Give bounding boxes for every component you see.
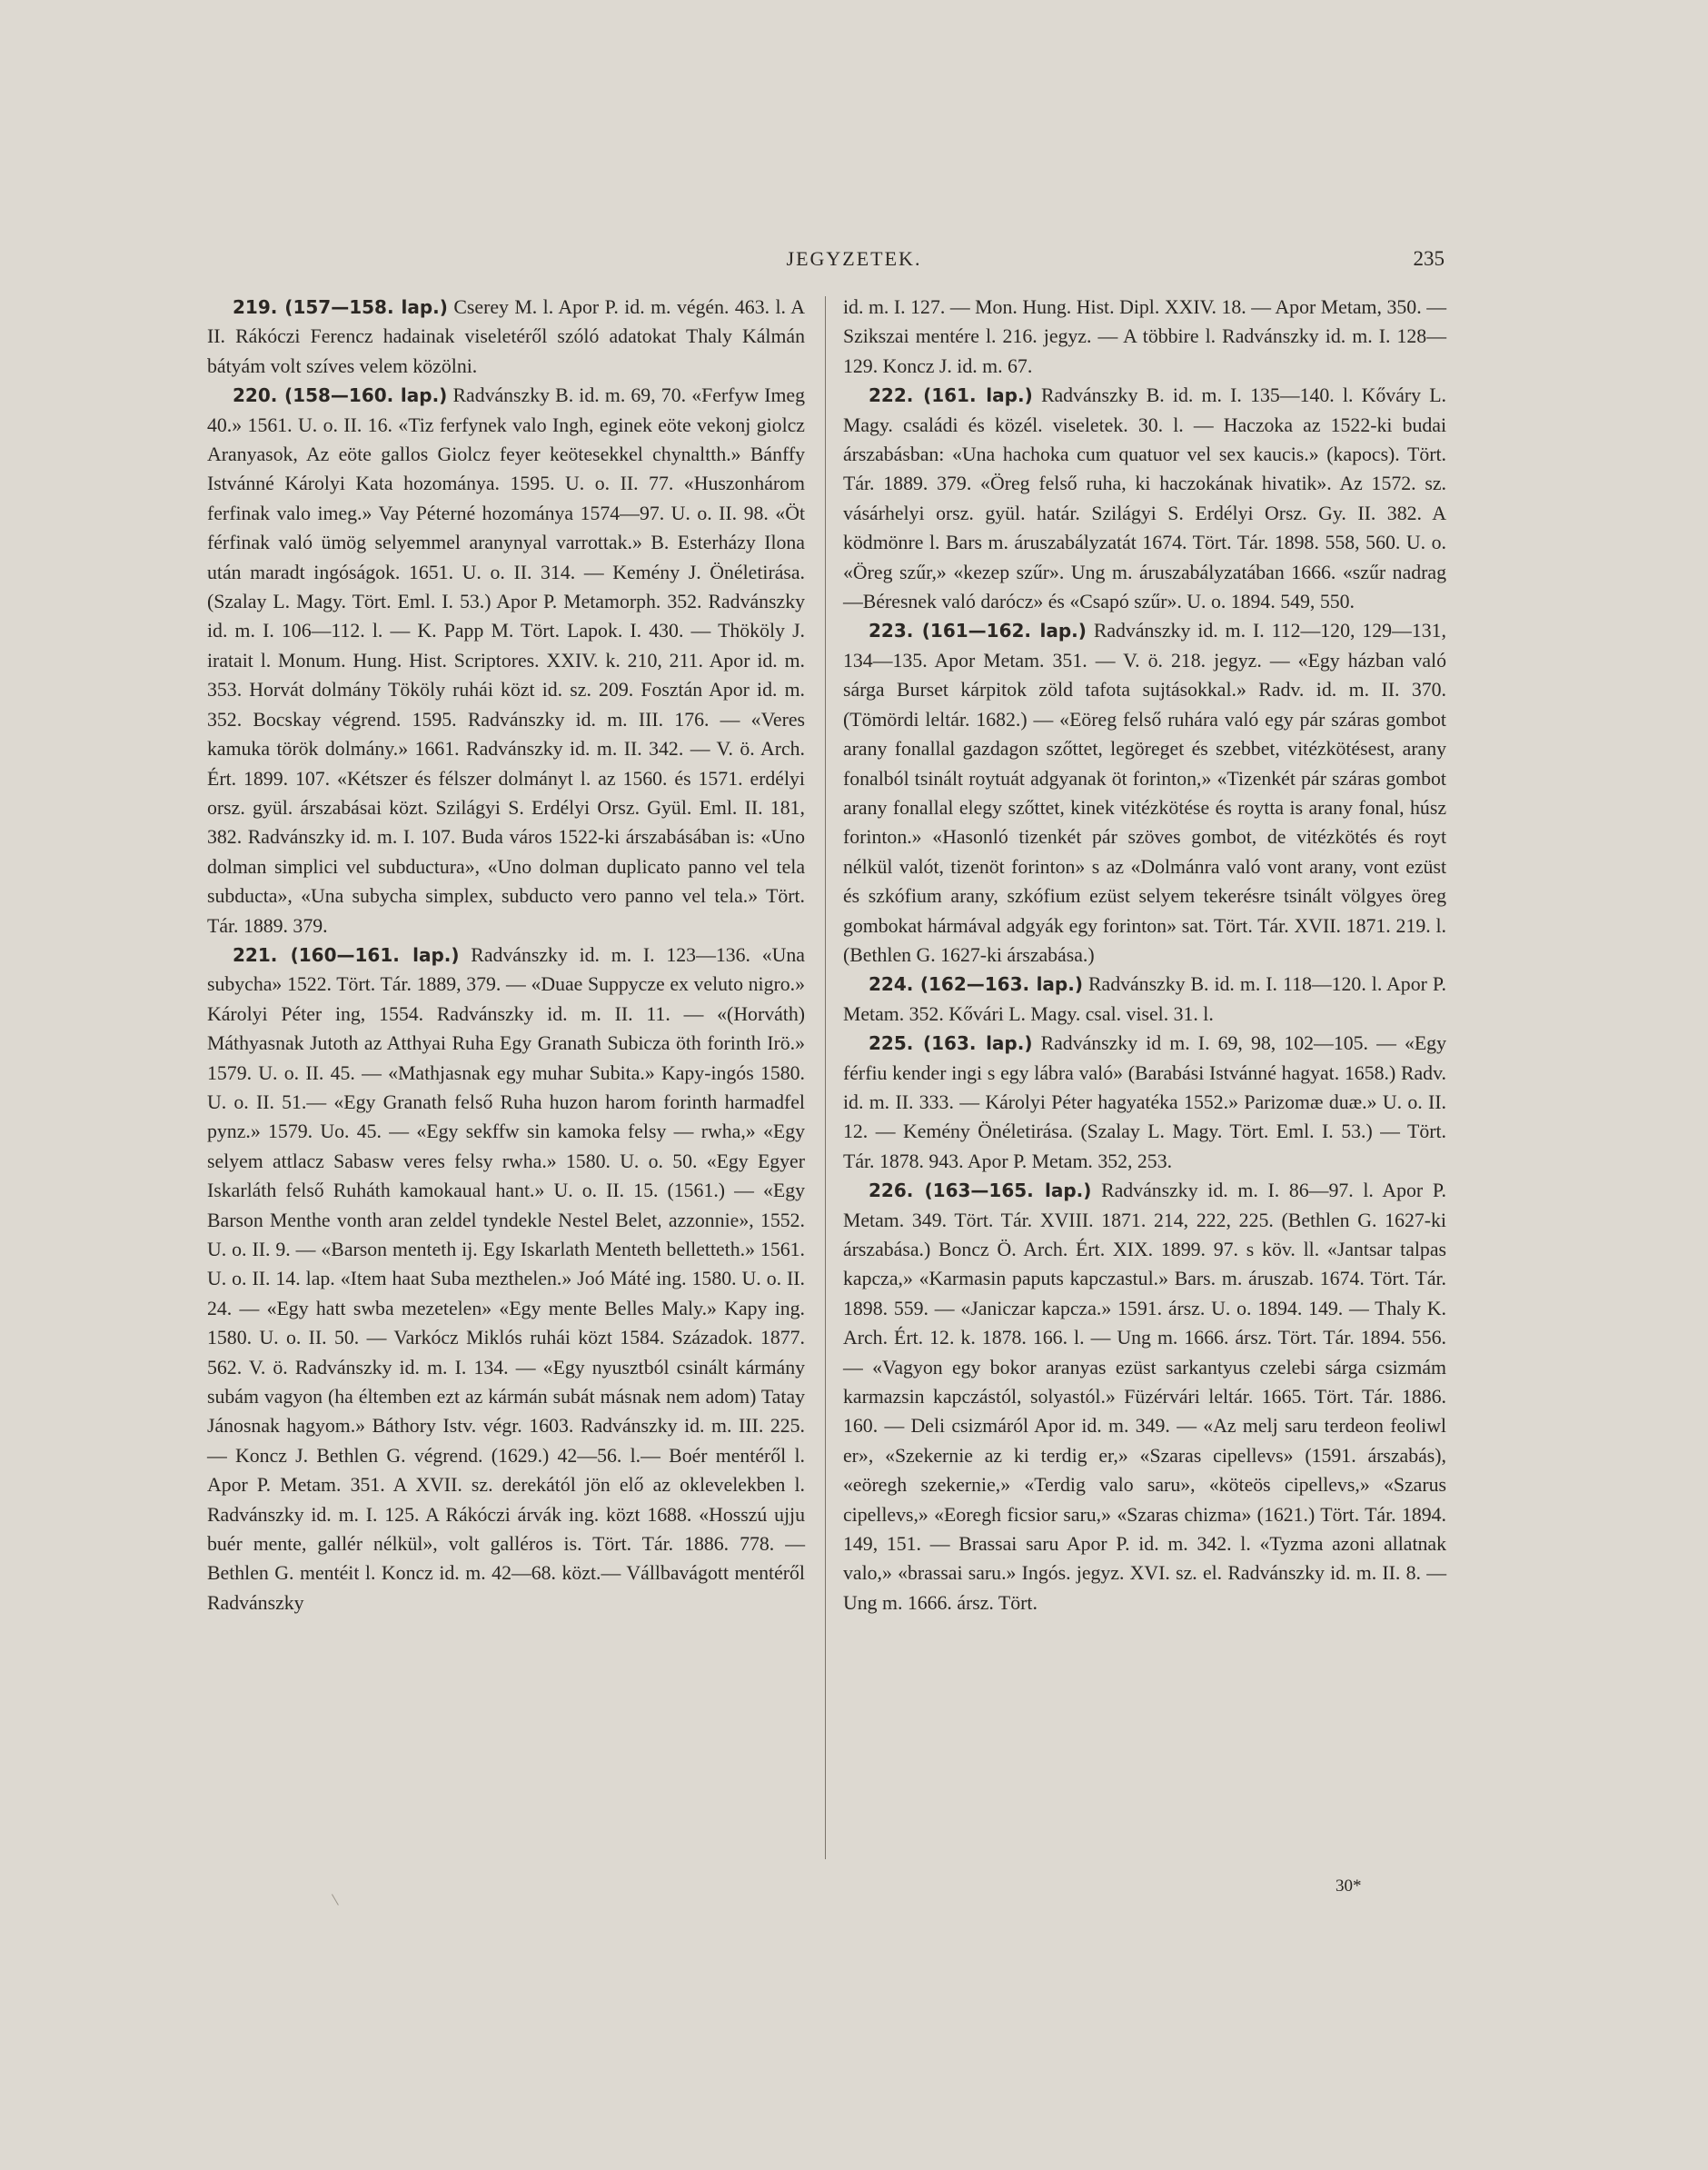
note-number: 225. (163. lap.) <box>869 1032 1033 1055</box>
note-text: Radvánszky B. id. m. 69, 70. «Ferfyw Imeg 40.» 1561. U. o. II. 16. «Tiz ferfynek valo Ingh, eginek eöte vekonj giolcz Aranyasok, Az eöte gallos Giolcz feyer keötesekkel chynaltth.» Bánffy Istvánné Károlyi Kata hozománya. 1595. U. o. II. 77. «Huszonhárom ferfinak valo imeg.» Vay Péterné hozománya 1574—97. U. o. II. 98. «Öt férfinak való ümög selyemmel aranynyal varrottak.» B. Esterházy Ilona után maradt ingóságok. 1651. U. o. II. 314. — Kemény J. Önéletirása. (Szalay L. Magy. Tört. Eml. I. 53.) Apor P. Metamorph. 352. Radvánszky id. m. I. 106—112. l. — K. Papp M. Tört. Lapok. I. 430. — Thököly J. iratait l. Monum. Hung. Hist. Scriptores. XXIV. k. 210, 211. Apor id. m. 353. Horvát dolmány Tököly ruhái közt id. sz. 209. Fosztán Apor id. m. 352. Bocskay végrend. 1595. Radvánszky id. m. III. 176. — «Veres kamuka török dolmány.» 1661. Radvánszky id. m. II. 342. — V. ö. Arch. Ért. 1899. 107. «Kétszer és félszer dolmányt l. az 1560. és 1571. erdélyi orsz. gyül. árszabásai közt. Szilágyi S. Erdélyi Orsz. Gyül. Eml. II. 181, 382. Radvánszky id. m. I. 107. Buda város 1522-ki árszabásában is: «Uno dolman simplici vel subductura», «Uno dolman duplicato panno vel tela subducta», «Una subycha simplex, subducto vero panno vel tela.» Tört. Tár. 1889. 379. <box>207 384 805 937</box>
running-head: JEGYZETEK. <box>786 247 922 270</box>
note-entry <box>843 293 1446 381</box>
note-text: Radvánszky id. m. I. 86—97. l. Apor P. Metam. 349. Tört. Tár. XVIII. 1871. 214, 222, 225. (Bethlen G. 1627-ki árszabása.) Boncz Ö. Arch. Ért. XIX. 1899. 97. s köv. ll. «Jantsar talpas kapcza,» «Karmasin paputs kapczastul.» Bars. m. áruszab. 1674. Tört. Tár. 1898. 559. — «Janiczar kapcza.» 1591. ársz. U. o. 1894. 149. — Thaly K. Arch. Ért. 12. k. 1878. 166. l. — Ung m. 1666. ársz. Tört. Tár. 1894. 556. — «Vagyon egy bokor aranyas ezüst sarkantyus czelebi sárga csizmám karmazsin kapczástól, solyastól.» Füzérvári leltár. 1665. Tört. Tár. 1886. 160. — Deli csizmáról Apor id. m. 349. — «Az melj saru terdeon feoliwl er», «Szekernie az ki terdig er,» «Szaras cipellevs» (1591. árszabás), «eöregh szekernie,» «Terdig valo saru», «köteös cipellevs,» «Szarus cipellevs,» «Eoregh ficsior saru,» «Szaras chizma» (1621.) Tört. Tár. 1894. 149, 151. — Brassai saru Apor P. id. m. 342. l. «Tyzma azoni allatnak valo,» «brassai saru.» Ingós. jegyz. XVI. sz. el. Radvánszky id. m. II. 8. — Ung m. 1666. ársz. Tört. <box>843 1180 1446 1614</box>
note-text: Radvánszky B. id. m. I. 135—140. l. Kőváry L. Magy. családi és közél. viseletek. 30. l. — Haczoka az 1522-ki budai árszabásban: «Una hachoka cum quatuor vel sex kaucis.» (kapocs). Tört. Tár. 1889. 379. «Öreg felső ruha, ki haczokának hivatik». Az 1572. sz. vásárhelyi orsz. gyül. határ. Szilágyi S. Erdélyi Orsz. Gy. II. 382. A ködmönre l. Bars m. áruszabályzatát 1674. Tört. Tár. 1898. 558, 560. U. o. «Öreg szűr,» «kezep szűr». Ung m. áruszabályzatában 1666. «szűr nadrag—Béresnek való darócz» és «Csapó szűr». U. o. 1894. 549, 550. <box>843 384 1447 613</box>
right-column <box>843 293 1446 1874</box>
note-number: 223. (161—162. lap.) <box>869 620 1087 642</box>
note-entry <box>843 381 1446 616</box>
note-text: id. m. I. 127. — Mon. Hung. Hist. Dipl. XXIV. 18. — Apor Metam, 350. — Szikszai mentére l. 216. jegyz. — A többire l. Radvánszky id. m. I. 128—129. Koncz J. id. m. 67. <box>843 296 1446 377</box>
note-entry <box>207 381 805 941</box>
note-text: Radvánszky B. id. m. I. 118—120. l. Apor P. Metam. 352. Kővári L. Magy. csal. visel. 31. l. <box>843 973 1446 1025</box>
note-entry <box>843 1029 1446 1176</box>
note-number: 220. (158—160. lap.) <box>233 384 448 407</box>
note-number: 219. (157—158. lap.) <box>233 296 448 318</box>
note-number: 222. (161. lap.) <box>869 384 1033 407</box>
page-number: 235 <box>1413 247 1445 270</box>
note-text: Cserey M. l. Apor P. id. m. végén. 463. l. A II. Rákóczi Ferencz hadainak viseletéről szóló adatokat Thaly Kálmán bátyám volt szíves velem közölni. <box>207 296 805 377</box>
note-text: Radvánszky id. m. I. 123—136. «Una subycha» 1522. Tört. Tár. 1889, 379. — «Duae Suppycze ex veluto nigro.» Károlyi Péter ing, 1554. Radvánszky id. m. II. 11. — «(Horváth) Máthyasnak Jutoth az Atthyai Ruha Egy Granath Subicza öth forinth Irö.» 1579. U. o. II. 45. — «Mathjasnak egy muhar Subita.» Kapy-ingós 1580. U. o. II. 51.— «Egy Granath felső Ruha huzon harom forinth harmadfel pynz.» 1579. Uo. 45. — «Egy sekffw sin kamoka felsy — rwha,» «Egy selyem attlacz Sabasw veres felsy rwha.» 1580. U. o. 50. «Egy Egyer Iskarláth felső Ruháth kamokaual hant.» U. o. II. 15. (1561.) — «Egy Barson Menthe vonth aran zeldel tyndekle Nestel Belet, azzonnie», 1552. U. o. II. 9. — «Barson menteth ij. Egy Iskarlath Menteth belletteth.» 1561. U. o. II. 14. lap. «Item haat Suba mezthelen.» Joó Máté ing. 1580. U. o. II. 24. — «Egy hatt swba mezetelen» «Egy mente Belles Maly.» Kapy ing. 1580. U. o. II. 50. — Varkócz Miklós ruhái közt 1584. Századok. 1877. 562. V. ö. Radvánszky id. m. I. 134. — «Egy nyusztból csinált kármány subám vagyon (ha éltemben ezt az kármán subát másnak nem adom) Tatay Jánosnak hagyom.» Báthory Istv. végr. 1603. Radvánszky id. m. III. 225. — Koncz J. Bethlen G. végrend. (1629.) 42—56. l.— Boér mentéről l. Apor P. Metam. 351. A XVII. sz. derekától jön elő az oklevelekben l. Radvánszky id. m. I. 125. A Rákóczi árvák ing. közt 1688. «Hosszú ujju buér mente, gallér nélkül», volt galléros is. Tört. Tár. 1886. 778. — Bethlen G. mentéit l. Koncz id. m. 42—68. közt.— Vállbavágott mentéről Radvánszky <box>207 943 805 1614</box>
left-column <box>207 293 805 1874</box>
note-entry <box>207 293 805 381</box>
note-entry <box>843 616 1446 970</box>
note-text: Radvánszky id. m. I. 112—120, 129—131, 134—135. Apor Metam. 351. — V. ö. 218. jegyz. — «Egy házban való sárga Burset kárpitok zöld tafota sujtásokkal.» Radv. id. m. II. 370. (Tömördi leltár. 1682.) — «Eöreg felső ruhára való egy pár száras gombot arany fonallal gazdagon szőttet, legöreget és szebbet, vitézkötésest, arany fonalból tsinált roytuát adgyanak öt forinton,» «Tizenkét pár száras gombot arany fonallal elegy szőttet, kinek vitézkötése és roytta is arany fonal, húsz forinton.» «Hasonló tizenkét pár szöves gombot, de vitézkötés és royt nélkül valót, tizenöt forinton» s az «Dolmánra való vont arany, vont ezüst és szkófium arany, szkófium ezüst selyem tekerésre tsinált völgyes öreg gombokat hármával adgyák egy forinton» sat. Tört. Tár. XVII. 1871. 219. l. (Bethlen G. 1627-ki árszabása.) <box>843 620 1446 966</box>
note-number: 221. (160—161. lap.) <box>233 943 460 966</box>
column-divider <box>825 296 826 1859</box>
note-entry <box>843 970 1446 1029</box>
note-entry <box>843 1176 1446 1618</box>
signature-mark: 30* <box>1336 1876 1362 1896</box>
note-entry <box>207 941 805 1618</box>
note-text: Radvánszky id m. I. 69, 98, 102—105. — «Egy férfiu kender ingi s egy lábra való» (Barabási Istvánné hagyat. 1658.) Radv. id. m. II. 333. — Károlyi Péter hagyatéka 1552.» Parizomæ duæ.» U. o. II. 12. — Kemény Önéletirása. (Szalay L. Magy. Tört. Eml. I. 53.) — Tört. Tár. 1878. 943. Apor P. Metam. 352, 253. <box>843 1032 1446 1172</box>
text-columns <box>207 293 1446 1874</box>
page-header <box>0 247 1708 284</box>
note-number: 224. (162—163. lap.) <box>869 973 1083 996</box>
note-number: 226. (163—165. lap.) <box>869 1180 1092 1202</box>
stray-mark <box>332 1891 343 1906</box>
